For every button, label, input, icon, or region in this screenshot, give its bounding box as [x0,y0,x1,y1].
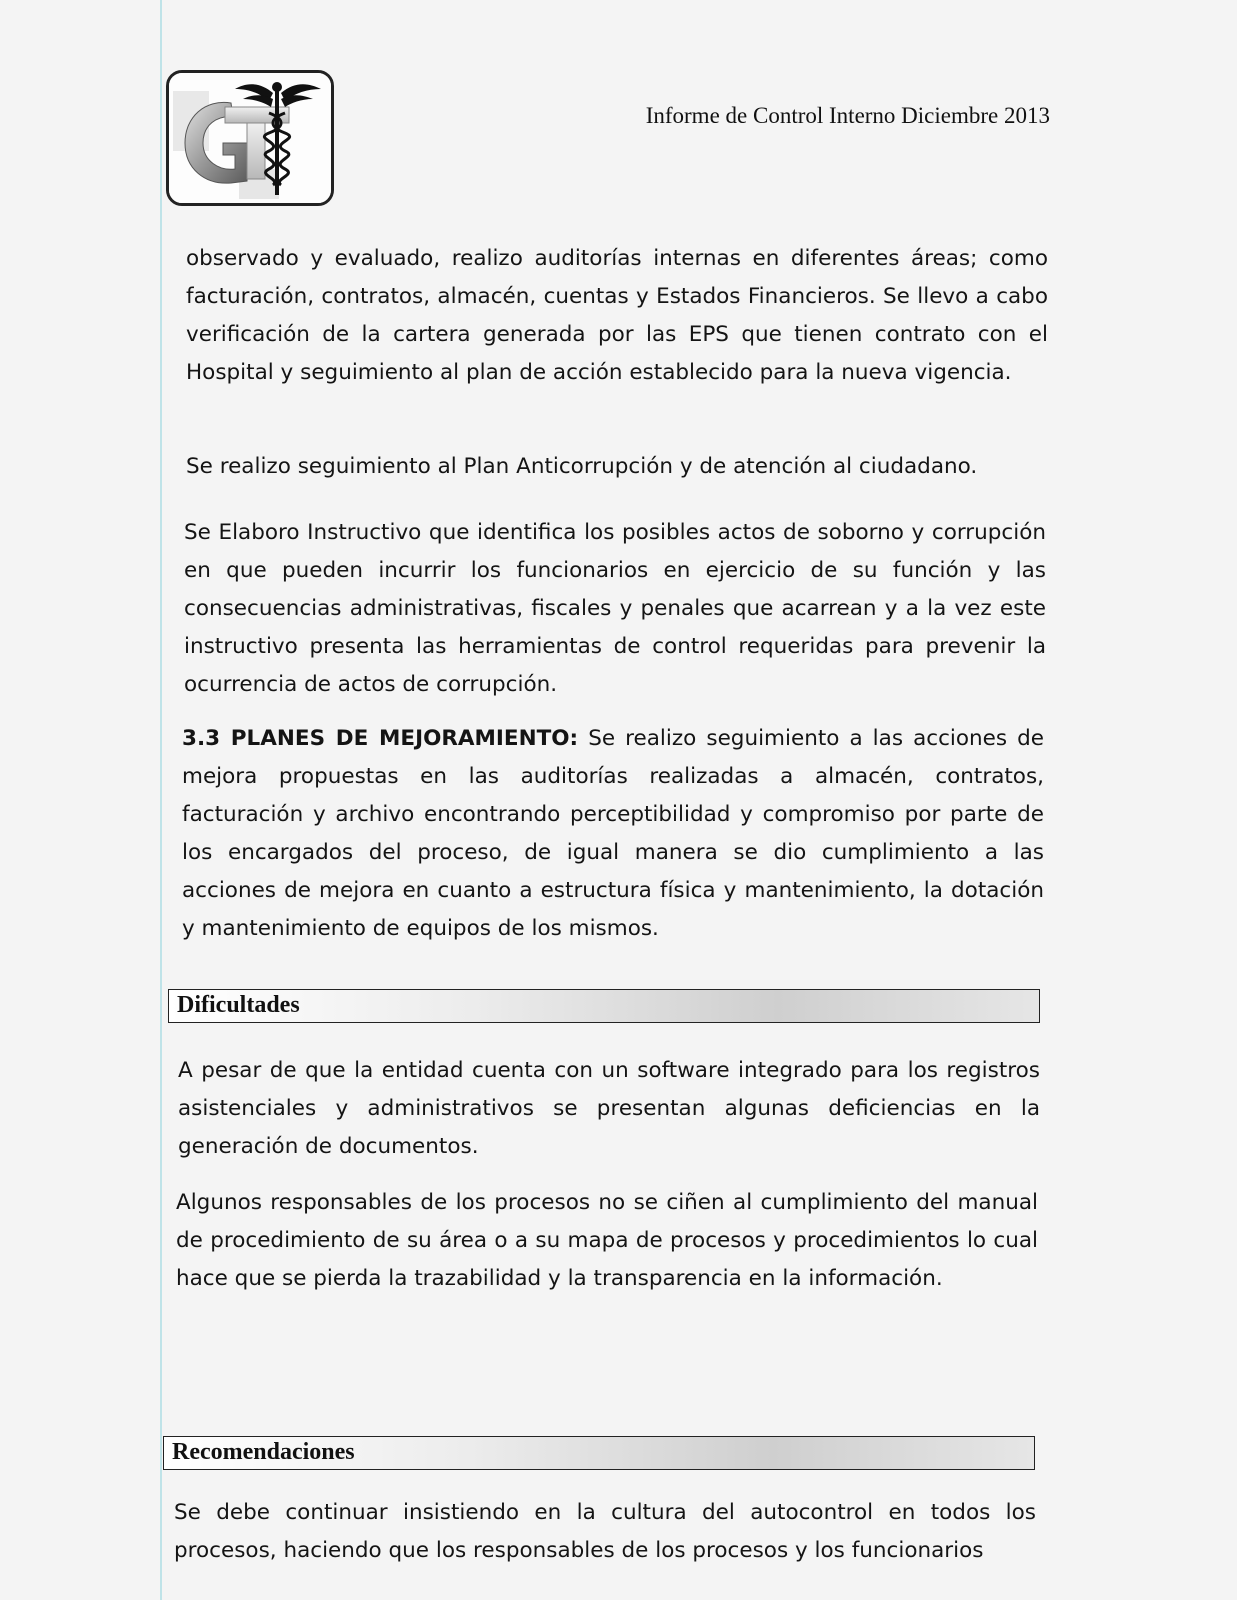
hospital-logo [166,70,334,206]
planes-mejoramiento-text: Se realizo seguimiento a las acciones de mejora propuestas en las auditorías realizadas a almacén, contratos, facturación y archivo encontrando perceptibilidad y compromiso por parte de los encargados del proceso, de igual manera se dio cumplimiento a las acciones de mejora en cuanto a estructura física y mantenimiento, la dotación y mantenimiento de equipos de los mismos. [182,726,1045,941]
document-header-title: Informe de Control Interno Diciembre 2013 [645,103,1050,128]
paragraph-auditorias: observado y evaluado, realizo auditorías internas en diferentes áreas; como facturación, contratos, almacén, cuentas y Estados Financieros. Se llevo a cabo verificación de la cartera generada por las EPS que tienen contrato con el Hospital y seguimiento al plan de acción establecido para la nueva vigencia. [186,246,1048,385]
page-edge-line [160,0,162,1600]
paragraph-recomendaciones-autocontrol: Se debe continuar insistiendo en la cultura del autocontrol en todos los procesos, haciendo que los responsables de los procesos y los funcionarios [174,1500,1036,1563]
paragraph-plan-anticorrupcion: Se realizo seguimiento al Plan Anticorrupción y de atención al ciudadano. [186,454,978,479]
section-heading-planes-mejoramiento: 3.3 PLANES DE MEJORAMIENTO: [182,726,579,751]
paragraph-planes-mejoramiento [182,720,1044,948]
paragraph-dificultades-software: A pesar de que la entidad cuenta con un software integrado para los registros asistenciales y administrativos se presentan algunas deficiencias en la generación de documentos. [178,1058,1040,1159]
section-header-dificultades: Dificultades [168,989,1040,1023]
caduceus-logo-icon [169,73,331,203]
section-header-recomendaciones: Recomendaciones [163,1436,1035,1470]
paragraph-dificultades-responsables: Algunos responsables de los procesos no se ciñen al cumplimiento del manual de procedimiento de su área o a su mapa de procesos y procedimientos lo cual hace que se pierda la trazabilidad y la transparencia en la información. [176,1190,1038,1291]
paragraph-instructivo: Se Elaboro Instructivo que identifica los posibles actos de soborno y corrupción en que pueden incurrir los funcionarios en ejercicio de su función y las consecuencias administrativas, fiscales y penales que acarrean y a la vez este instructivo presenta las herramientas de control requeridas para prevenir la ocurrencia de actos de corrupción. [184,520,1046,697]
